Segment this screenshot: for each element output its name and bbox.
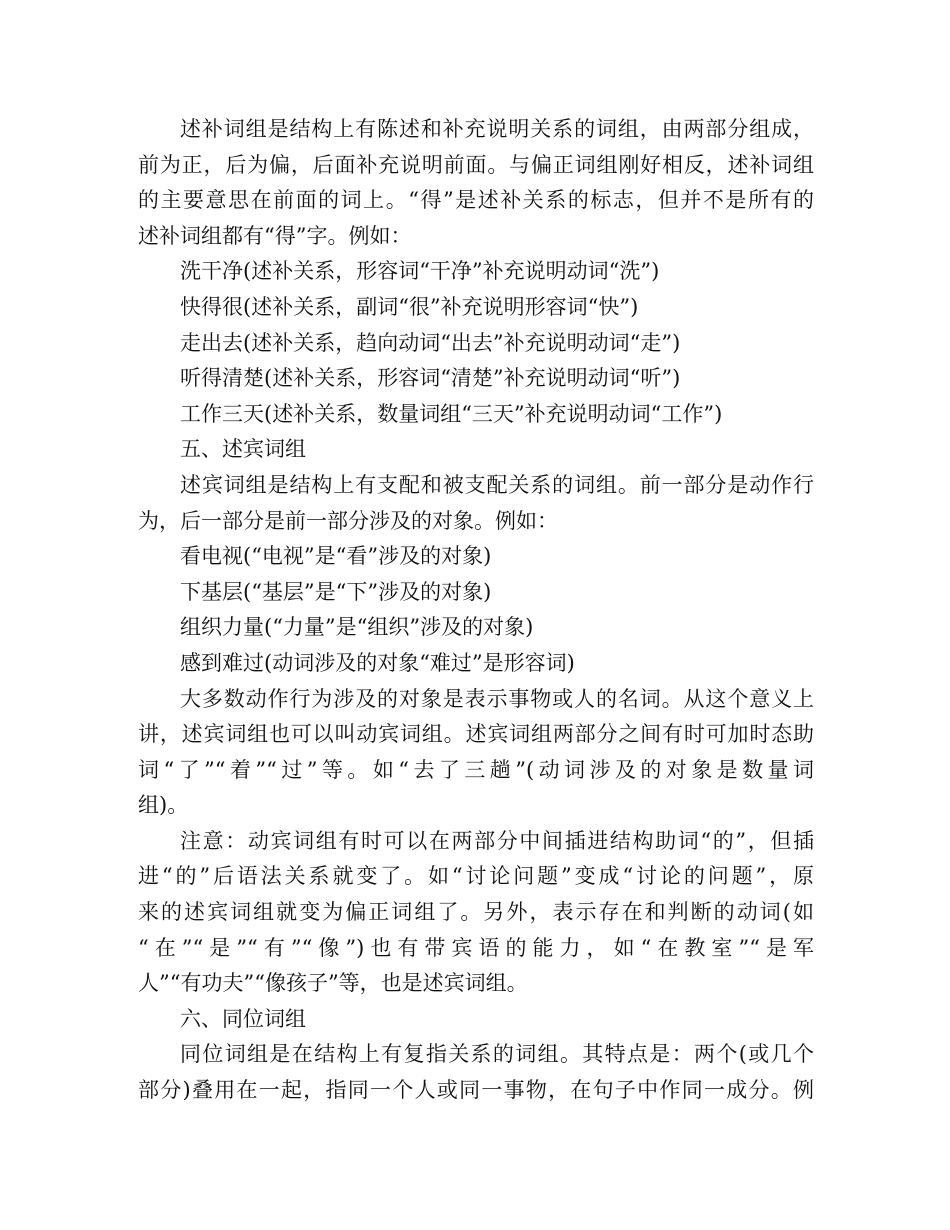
paragraph-line: 述补词组都有“得”字。例如： [138,223,412,248]
paragraph-line: 进“的”后语法关系就变了。如“讨论问题”变成“讨论的问题”，原 [138,864,814,889]
paragraph-line: 述补词组是结构上有陈述和补充说明关系的词组，由两部分组成， [180,117,814,141]
example-line: 听得清楚(述补关系，形容词“清楚”补充说明动词“听”) [180,366,681,391]
paragraph-line: 讲，述宾词组也可以叫动宾词组。述宾词组两部分之间有时可加时态助 [138,722,814,747]
paragraph-line: 注意：动宾词组有时可以在两部分中间插进结构助词“的”，但插 [180,828,814,853]
paragraph-line: 来的述宾词组就变为偏正词组了。另外，表示存在和判断的动词(如 [138,900,814,925]
example-line: 洗干净(述补关系，形容词“干净”补充说明动词“洗”) [180,259,660,284]
paragraph-line: 人”“有功夫”“像孩子”等，也是述宾词组。 [138,971,528,996]
example-line: 组织力量(“力量”是“组织”涉及的对象) [180,615,534,640]
paragraph-line: 同位词组是在结构上有复指关系的词组。其特点是：两个(或几个 [180,1042,814,1067]
example-line: 走出去(述补关系，趋向动词“出去”补充说明动词“走”) [180,330,681,355]
section-heading: 五、述宾词组 [180,437,306,462]
paragraph-line: 组)。 [138,793,189,818]
paragraph-line: 的主要意思在前面的词上。“得”是述补关系的标志，但并不是所有的 [138,188,814,213]
document-page [138,112,814,1109]
paragraph-line: 前为正，后为偏，后面补充说明前面。与偏正词组刚好相反，述补词组 [138,152,814,177]
paragraph-line: 部分)叠用在一起，指同一个人或同一事物，在句子中作同一成分。例 [138,1078,814,1103]
example-line: 感到难过(动词涉及的对象“难过”是形容词) [180,650,575,675]
example-line: 快得很(述补关系，副词“很”补充说明形容词“快”) [180,294,639,319]
paragraph-line: 大多数动作行为涉及的对象是表示事物或人的名词。从这个意义上 [180,686,814,711]
example-line: 下基层(“基层”是“下”涉及的对象) [180,579,492,604]
paragraph-line: 词“了”“着”“过”等。如“去了三趟”(动词涉及的对象是数量词 [138,757,814,782]
paragraph-line: 为，后一部分是前一部分涉及的对象。例如： [138,508,558,533]
example-line: 工作三天(述补关系，数量词组“三天”补充说明动词“工作”) [180,401,723,426]
paragraph-line: 述宾词组是结构上有支配和被支配关系的词组。前一部分是动作行 [180,472,814,497]
example-line: 看电视(“电视”是“看”涉及的对象) [180,544,492,569]
paragraph-line: “在”“是”“有”“像”)也有带宾语的能力，如“在教室”“是军 [138,935,814,960]
section-heading: 六、同位词组 [180,1006,306,1031]
